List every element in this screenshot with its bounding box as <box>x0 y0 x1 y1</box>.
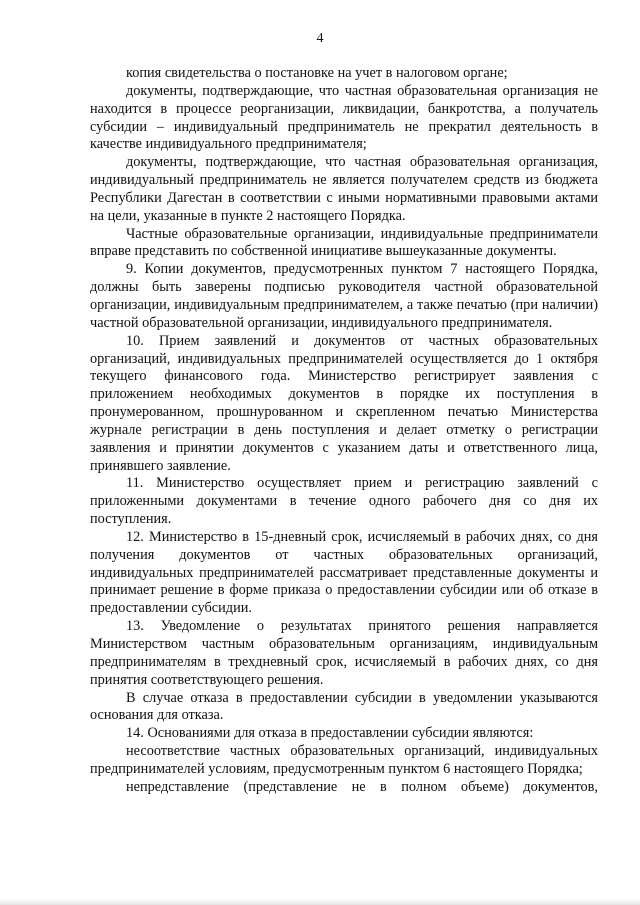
paragraph-item-14: 14. Основаниями для отказа в предоставлении субсидии являются: <box>126 725 534 742</box>
paragraph-item-11: 11. Министерство осуществляет прием и регистрацию заявлений с приложенными документами в течение одного рабочего дня со дня их поступления. <box>90 475 598 528</box>
paragraph: копия свидетельства о постановке на учет в налоговом органе; <box>126 65 508 81</box>
paragraph: В случае отказа в предоставлении субсидии в уведомлении указываются основания для отказа. <box>90 689 598 724</box>
paragraph-item-13: 13. Уведомление о результатах принятого решения направляется Министерством частным образовательным организациям, индивидуальным предпринимателям в трехдневный срок, исчисляемый в рабочих днях, со дня принятия соответствующего решения. <box>90 618 598 688</box>
paragraph: документы, подтверждающие, что частная образовательная организация, индивидуальный предприниматель не является получателем средств из бюджета Республики Дагестан в соответствии с иными нормативными правовыми актами на цели, указанные в пункте 2 настоящего Порядка. <box>90 154 598 224</box>
document-body <box>90 65 598 797</box>
paragraph: Частные образовательные организации, индивидуальные предприниматели вправе представить по собственной инициативе вышеуказанные документы. <box>90 225 598 260</box>
paragraph: непредставление (представление не в полном объеме) документов, <box>126 778 598 795</box>
page-number: 4 <box>316 31 324 46</box>
paragraph: несоответствие частных образовательных организаций, индивидуальных предпринимателей условиям, предусмотренным пунктом 6 настоящего Порядка; <box>90 743 598 777</box>
paragraph: документы, подтверждающие, что частная образовательная организация не находится в процессе реорганизации, ликвидации, банкротства, а получатель субсидии – индивидуальный предприниматель не прекратил деятельность в качестве индивидуального предпринимателя; <box>90 82 598 153</box>
paragraph-item-10: 10. Прием заявлений и документов от частных образовательных организаций, индивидуальных предпринимателей осуществляется до 1 октября текущего финансового года. Министерство регистрирует заявления с приложением необходимых документов в порядке их поступления в пронумерованном, прошнурованном и скрепленном печатью Министерства журнале регистрации в день поступления и делает отметку о регистрации заявления и принятии документов с указанием даты и ответственного лица, принявшего заявление. <box>90 332 598 474</box>
paragraph-item-9: 9. Копии документов, предусмотренных пунктом 7 настоящего Порядка, должны быть заверены подписью руководителя частной образовательной организации, индивидуальным предпринимателем, а также печатью (при наличии) частной образовательной организации, индивидуального предпринимателя. <box>90 261 598 331</box>
page-edge-shadow <box>0 899 640 905</box>
paragraph-item-12: 12. Министерство в 15-дневный срок, исчисляемый в рабочих днях, со дня получения документов от частных образовательных организаций, индивидуальных предпринимателей рассматривает представленные документы и принимает решение в форме приказа о предоставлении субсидии или об отказе в предоставлении субсидии. <box>90 528 598 617</box>
